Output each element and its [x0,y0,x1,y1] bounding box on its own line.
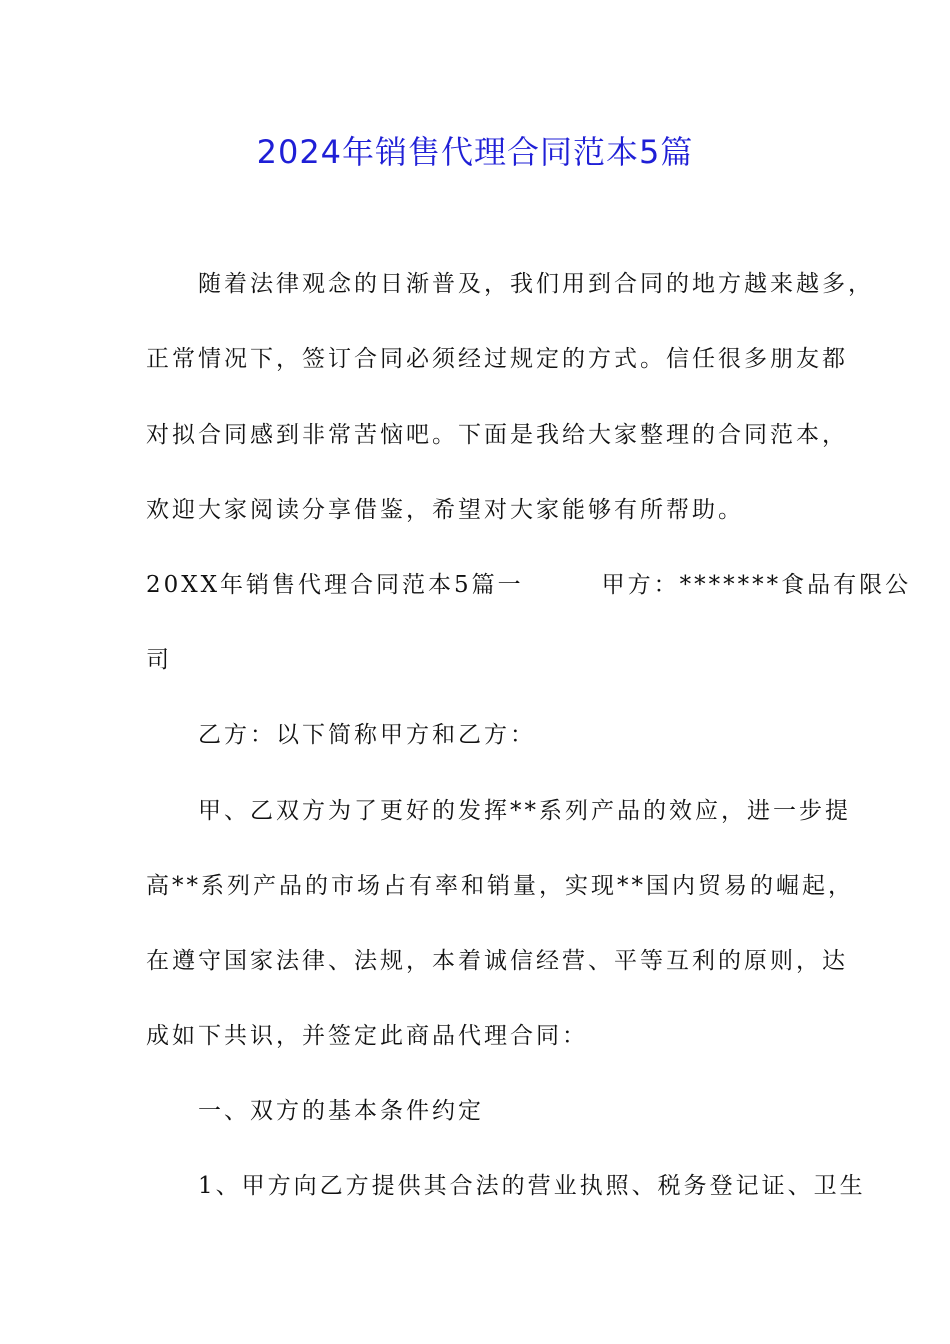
paragraph-line: 随着法律观念的日渐普及，我们用到合同的地方越来越多， [146,271,874,297]
paragraph-line: 乙方：以下简称甲方和乙方： [146,722,536,748]
paragraph-line: 欢迎大家阅读分享借鉴，希望对大家能够有所帮助。 [146,497,744,523]
document-title: 2024年销售代理合同范本5篇 [256,133,694,171]
paragraph-line: 正常情况下，签订合同必须经过规定的方式。信任很多朋友都 [146,346,848,372]
paragraph-line: 1、甲方向乙方提供其合法的营业执照、税务登记证、卫生 [146,1173,866,1199]
paragraph-line: 对拟合同感到非常苦恼吧。下面是我给大家整理的合同范本， [146,422,848,448]
paragraph-line: 甲、乙双方为了更好的发挥**系列产品的效应，进一步提 [146,798,851,824]
paragraph-line: 一、双方的基本条件约定 [146,1098,484,1124]
paragraph-line: 高**系列产品的市场占有率和销量，实现**国内贸易的崛起， [146,873,854,899]
paragraph-line: 司 [146,647,172,673]
paragraph-line: 成如下共识，并签定此商品代理合同： [146,1023,588,1049]
paragraph-line: 20XX年销售代理合同范本5篇一 甲方：*******食品有限公 [146,572,912,598]
paragraph-line: 在遵守国家法律、法规，本着诚信经营、平等互利的原则，达 [146,948,848,974]
